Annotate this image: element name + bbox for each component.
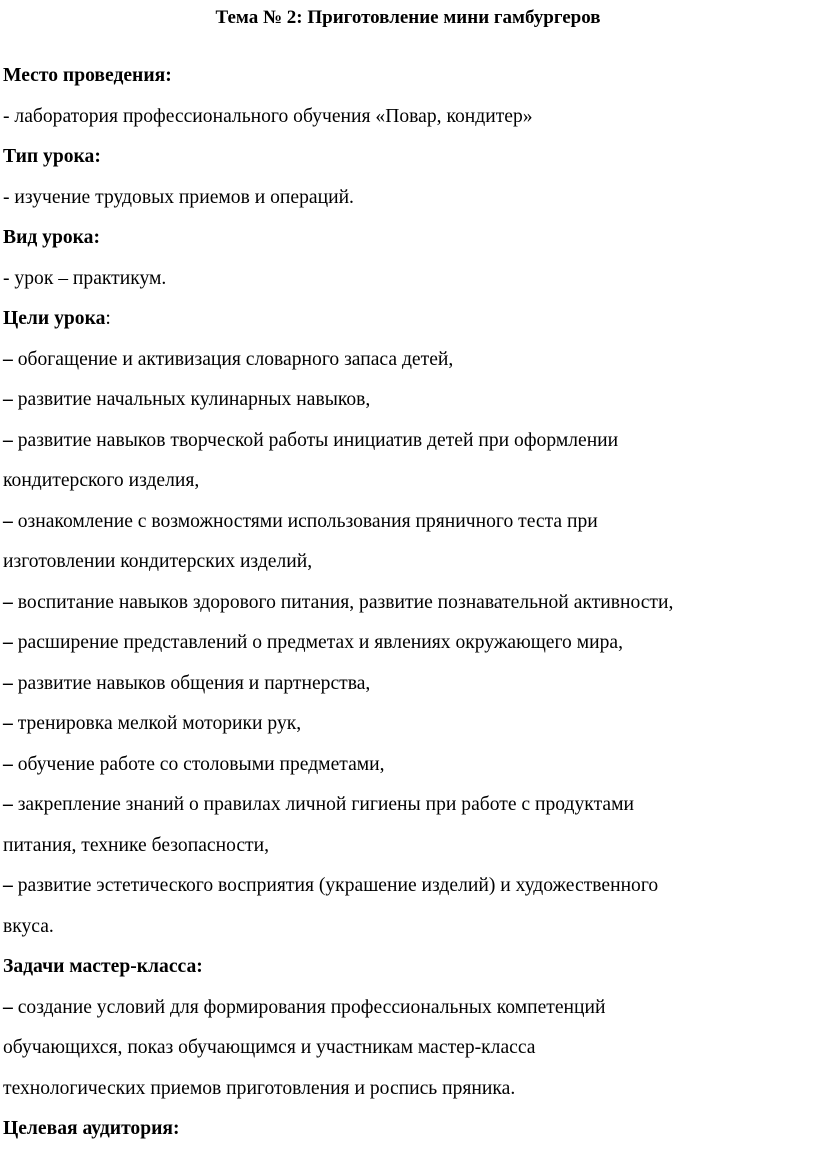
goal-item-continuation: изготовлении кондитерских изделий, [3, 551, 313, 572]
goal-item-continuation: питания, технике безопасности, [3, 834, 270, 856]
goal-text: закрепление знаний о правилах личной гигиены при работе с продуктами [12, 794, 634, 815]
venue-heading: Место проведения: [3, 65, 172, 86]
tasks-heading: Задачи мастер-класса: [3, 956, 203, 977]
goal-dash: – [3, 510, 13, 532]
goal-item [3, 745, 815, 786]
goal-item [3, 623, 815, 664]
lesson-type-heading: Тип урока: [3, 146, 101, 167]
goal-text: развитие навыков общения и партнерства, [12, 672, 371, 694]
document-body [3, 56, 815, 1150]
document-title: Тема № 2: Приготовление мини гамбургеров [215, 7, 601, 28]
goal-text: ознакомление с возможностями использования пряничного теста при [12, 510, 598, 532]
goal-item [3, 664, 815, 705]
goals-heading-colon: : [105, 308, 111, 329]
goal-dash: – [3, 389, 13, 410]
goal-item [3, 785, 815, 826]
goal-item-continuation: вкуса. [3, 915, 54, 937]
goal-dash: – [3, 591, 13, 613]
goal-item [3, 340, 815, 381]
goal-item-continuation: кондитерского изделия, [3, 470, 200, 491]
goal-dash: – [3, 429, 13, 451]
goal-dash: – [3, 672, 13, 694]
task-dash: – [3, 996, 13, 1018]
goal-text: развитие навыков творческой работы инициатив детей при оформлении [12, 429, 619, 451]
venue-line: - лаборатория профессионального обучения «Повар, кондитер» [3, 105, 533, 127]
goal-dash: – [3, 632, 13, 653]
task-item-continuation: обучающихся, показ обучающимся и участникам мастер-класса [3, 1037, 536, 1058]
goal-item [3, 866, 815, 907]
task-text: создание условий для формирования профессиональных компетенций [12, 996, 606, 1018]
goal-item [3, 380, 815, 421]
goal-item [3, 583, 815, 624]
goal-dash: – [3, 794, 13, 815]
task-item [3, 988, 815, 1029]
goal-item [3, 704, 815, 745]
goal-item [3, 421, 815, 462]
goal-item [3, 502, 815, 543]
goal-dash: – [3, 713, 13, 734]
goals-heading: Цели урока [3, 308, 106, 329]
goal-text: тренировка мелкой моторики рук, [12, 713, 302, 734]
goal-text: обучение работе со столовыми предметами, [12, 753, 385, 775]
lesson-kind-heading: Вид урока: [3, 227, 100, 248]
goal-text: расширение представлений о предметах и явлениях окружающего мира, [12, 632, 624, 653]
goal-dash: – [3, 348, 13, 370]
audience-heading: Целевая аудитория: [3, 1118, 180, 1139]
goal-text: развитие эстетического восприятия (украшение изделий) и художественного [12, 875, 659, 896]
goals-heading-line [3, 299, 815, 340]
goal-text: воспитание навыков здорового питания, развитие познавательной активности, [12, 591, 674, 613]
goal-dash: – [3, 753, 13, 775]
task-item-continuation: технологических приемов приготовления и роспись пряника. [3, 1077, 516, 1099]
goal-dash: – [3, 875, 13, 896]
goal-text: развитие начальных кулинарных навыков, [12, 389, 371, 410]
lesson-type-line: - изучение трудовых приемов и операций. [3, 186, 354, 208]
goal-text: обогащение и активизация словарного запаса детей, [12, 348, 454, 370]
lesson-kind-line: - урок – практикум. [3, 267, 167, 289]
